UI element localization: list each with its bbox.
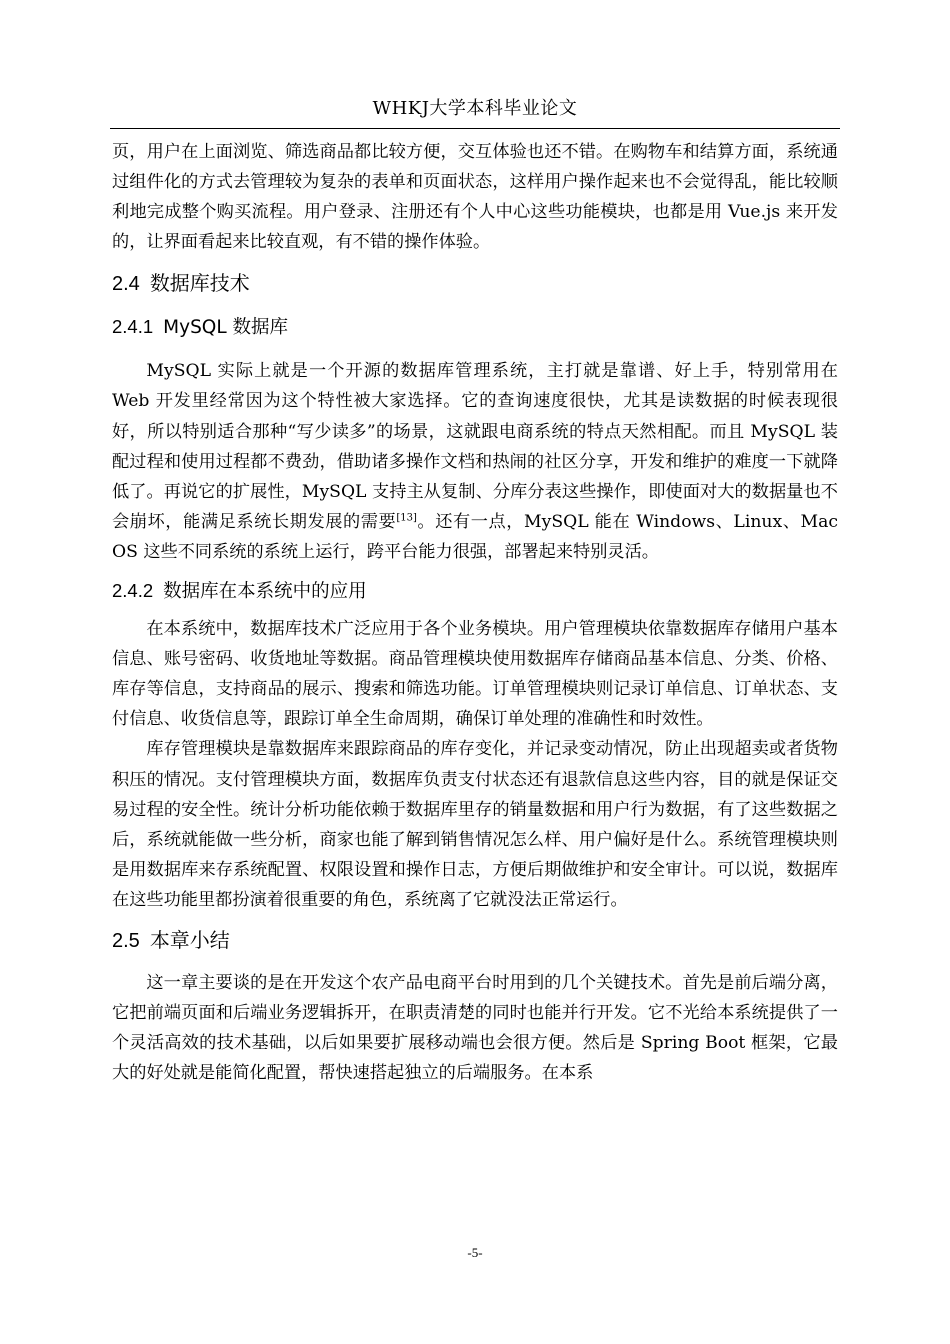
section-heading-2-4 [112,268,838,299]
page-number: -5- [467,1245,483,1260]
header-rule [110,128,840,129]
mysql-text-part-2: 。还有一点，MySQL 能在 Windows、Linux、Mac OS 这些不同系统的系统上运行，跨平台能力很强，部署起来特别灵活。 [112,511,838,562]
running-header: WHKJ大学本科毕业论文 [372,98,578,119]
document-body [112,137,838,1088]
subsection-heading-2-4-2 [112,577,838,606]
subsection-title: MySQL 数据库 [163,317,289,339]
section-title: 数据库技术 [149,271,250,296]
database-usage-paragraph-1: 在本系统中，数据库技术广泛应用于各个业务模块。用户管理模块依靠数据库存储用户基本信息、账号密码、收货地址等数据。商品管理模块使用数据库存储商品基本信息、分类、价格、库存等信息，支持商品的展示、搜索和筛选功能。订单管理模块则记录订单信息、订单状态、支付信息、收货信息等，跟踪订单全生命周期，确保订单处理的准确性和时效性。 [112,619,838,730]
chapter-summary-paragraph: 这一章主要谈的是在开发这个农产品电商平台时用到的几个关键技术。首先是前后端分离，它把前端页面和后端业务逻辑拆开，在职责清楚的同时也能并行开发。它不光给本系统提供了一个灵活高效的技术基础，以后如果要扩展移动端也会很方便。然后是 Spring Boot 框架，它最大的好处就是能简化配置，帮快速搭起独立的后端服务。在本系 [112,972,838,1084]
subsection-heading-2-4-1 [112,313,838,342]
citation-marker: [13] [396,512,417,524]
database-usage-paragraph-2: 库存管理模块是靠数据库来跟踪商品的库存变化，并记录变动情况，防止出现超卖或者货物积压的情况。支付管理模块方面，数据库负责支付状态还有退款信息这些内容，目的就是保证交易过程的安全性。统计分析功能依赖于数据库里存的销量数据和用户行为数据，有了这些数据之后，系统就能做一些分析，商家也能了解到销售情况怎么样、用户偏好是什么。系统管理模块则是用数据库来存系统配置、权限设置和操作日志，方便后期做维护和安全审计。可以说，数据库在这些功能里都扮演着很重要的角色，系统离了它就没法正常运行。 [112,739,838,910]
section-number: 2.5 [112,929,140,952]
continued-paragraph: 页，用户在上面浏览、筛选商品都比较方便，交互体验也还不错。在购物车和结算方面，系统通过组件化的方式去管理较为复杂的表单和页面状态，这样用户操作起来也不会觉得乱，能比较顺利地完成整个购买流程。用户登录、注册还有个人中心这些功能模块，也都是用 Vue.js 来开发的，让界面看起来比较直观，有不错的操作体验。 [112,142,838,253]
subsection-title: 数据库在本系统中的应用 [163,581,367,603]
subsection-number: 2.4.1 [112,316,154,338]
mysql-text-part-1: MySQL 实际上就是一个开源的数据库管理系统，主打就是靠谱、好上手，特别常用在 Web 开发里经常因为这个特性被大家选择。它的查询速度很快，尤其是读数据的时候表现很好，所以特别适合那种“写少读多”的场景，这就跟电商系统的特点天然相配。而且 MySQL 装配过程和使用过程都不费劲，借助诸多操作文档和热闹的社区分享，开发和维护的难度一下就降低了。再说它的扩展性，MySQL 支持主从复制、分库分表这些操作，即使面对大的数据量也不会崩坏，能满足系统长期发展的需要 [112,361,838,532]
subsection-number: 2.4.2 [112,580,154,602]
section-number: 2.4 [112,273,140,296]
section-title: 本章小结 [149,927,230,952]
mysql-paragraph [112,356,838,567]
section-heading-2-5 [112,925,838,956]
